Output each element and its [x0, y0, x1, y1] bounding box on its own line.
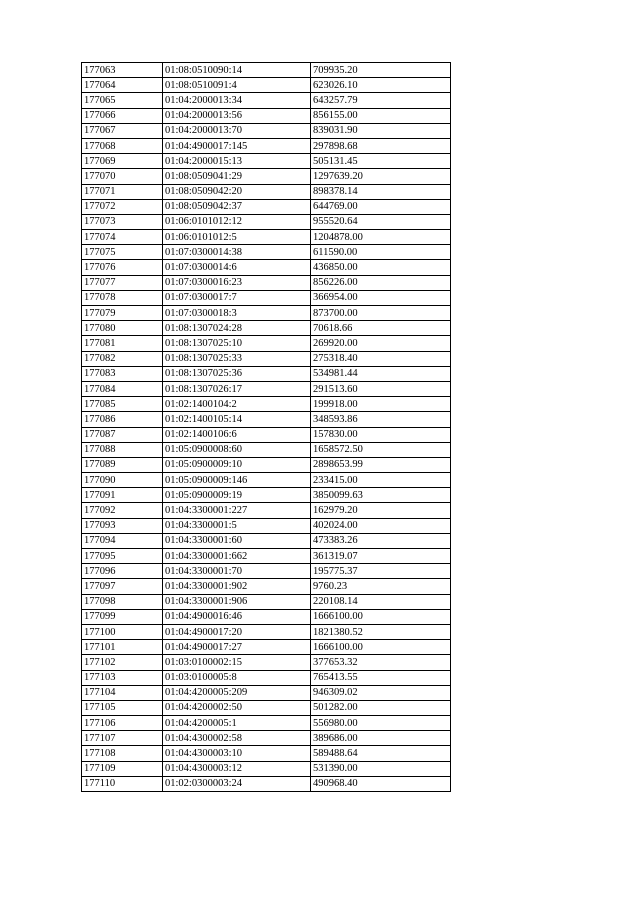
table-row	[82, 138, 451, 153]
row-id-cell: 177099	[82, 609, 163, 624]
table-row	[82, 655, 451, 670]
value-cell: 162979.20	[311, 503, 451, 518]
value-cell: 220108.14	[311, 594, 451, 609]
table-row	[82, 731, 451, 746]
table-body	[82, 63, 451, 792]
row-id-cell: 177087	[82, 427, 163, 442]
table-row	[82, 154, 451, 169]
row-id-cell: 177107	[82, 731, 163, 746]
row-id-cell: 177098	[82, 594, 163, 609]
cadastral-number-cell: 01:02:1400106:6	[163, 427, 311, 442]
table-row	[82, 503, 451, 518]
table-row	[82, 488, 451, 503]
row-id-cell: 177066	[82, 108, 163, 123]
value-cell: 946309.02	[311, 685, 451, 700]
value-cell: 839031.90	[311, 123, 451, 138]
row-id-cell: 177078	[82, 290, 163, 305]
row-id-cell: 177097	[82, 579, 163, 594]
cadastral-number-cell: 01:02:0300003:24	[163, 776, 311, 791]
table-row	[82, 624, 451, 639]
data-table	[81, 62, 451, 792]
table-row	[82, 579, 451, 594]
value-cell: 361319.07	[311, 549, 451, 564]
table-row	[82, 609, 451, 624]
cadastral-number-cell: 01:02:1400105:14	[163, 412, 311, 427]
value-cell: 195775.37	[311, 564, 451, 579]
table-row	[82, 184, 451, 199]
cadastral-number-cell: 01:08:0509042:20	[163, 184, 311, 199]
value-cell: 873700.00	[311, 306, 451, 321]
row-id-cell: 177093	[82, 518, 163, 533]
value-cell: 955520.64	[311, 214, 451, 229]
table-row	[82, 700, 451, 715]
cadastral-number-cell: 01:04:4200005:209	[163, 685, 311, 700]
table-row	[82, 366, 451, 381]
cadastral-number-cell: 01:04:4200005:1	[163, 716, 311, 731]
row-id-cell: 177071	[82, 184, 163, 199]
cadastral-number-cell: 01:04:4900016:46	[163, 609, 311, 624]
value-cell: 501282.00	[311, 700, 451, 715]
cadastral-number-cell: 01:04:4300003:10	[163, 746, 311, 761]
value-cell: 473383.26	[311, 533, 451, 548]
cadastral-number-cell: 01:03:0100002:15	[163, 655, 311, 670]
value-cell: 856155.00	[311, 108, 451, 123]
table-row	[82, 564, 451, 579]
value-cell: 157830.00	[311, 427, 451, 442]
cadastral-number-cell: 01:04:4900017:20	[163, 624, 311, 639]
value-cell: 2898653.99	[311, 457, 451, 472]
cadastral-number-cell: 01:04:2000015:13	[163, 154, 311, 169]
table-row	[82, 351, 451, 366]
value-cell: 623026.10	[311, 78, 451, 93]
cadastral-number-cell: 01:04:2000013:34	[163, 93, 311, 108]
row-id-cell: 177063	[82, 63, 163, 78]
row-id-cell: 177091	[82, 488, 163, 503]
row-id-cell: 177073	[82, 214, 163, 229]
value-cell: 436850.00	[311, 260, 451, 275]
value-cell: 709935.20	[311, 63, 451, 78]
value-cell: 3850099.63	[311, 488, 451, 503]
value-cell: 1666100.00	[311, 640, 451, 655]
table-row	[82, 457, 451, 472]
table-row	[82, 412, 451, 427]
row-id-cell: 177105	[82, 700, 163, 715]
value-cell: 297898.68	[311, 138, 451, 153]
table-row	[82, 245, 451, 260]
table-row	[82, 321, 451, 336]
cadastral-number-cell: 01:08:1307025:10	[163, 336, 311, 351]
table-row	[82, 640, 451, 655]
row-id-cell: 177083	[82, 366, 163, 381]
cadastral-number-cell: 01:06:0101012:12	[163, 214, 311, 229]
row-id-cell: 177082	[82, 351, 163, 366]
cadastral-number-cell: 01:04:3300001:906	[163, 594, 311, 609]
cadastral-number-cell: 01:05:0900008:60	[163, 442, 311, 457]
cadastral-number-cell: 01:04:3300001:5	[163, 518, 311, 533]
table-row	[82, 275, 451, 290]
table-row	[82, 93, 451, 108]
table-row	[82, 123, 451, 138]
table-row	[82, 230, 451, 245]
cadastral-number-cell: 01:08:0509042:37	[163, 199, 311, 214]
value-cell: 898378.14	[311, 184, 451, 199]
value-cell: 534981.44	[311, 366, 451, 381]
cadastral-number-cell: 01:05:0900009:10	[163, 457, 311, 472]
table-row	[82, 685, 451, 700]
value-cell: 366954.00	[311, 290, 451, 305]
cadastral-number-cell: 01:04:2000013:70	[163, 123, 311, 138]
value-cell: 377653.32	[311, 655, 451, 670]
table-row	[82, 761, 451, 776]
value-cell: 643257.79	[311, 93, 451, 108]
value-cell: 1204878.00	[311, 230, 451, 245]
row-id-cell: 177072	[82, 199, 163, 214]
row-id-cell: 177077	[82, 275, 163, 290]
cadastral-number-cell: 01:07:0300018:3	[163, 306, 311, 321]
row-id-cell: 177076	[82, 260, 163, 275]
table-row	[82, 63, 451, 78]
row-id-cell: 177064	[82, 78, 163, 93]
table-row	[82, 533, 451, 548]
table-row	[82, 716, 451, 731]
cadastral-number-cell: 01:04:3300001:227	[163, 503, 311, 518]
cadastral-number-cell: 01:04:3300001:662	[163, 549, 311, 564]
value-cell: 348593.86	[311, 412, 451, 427]
table-row	[82, 549, 451, 564]
table-row	[82, 290, 451, 305]
value-cell: 1658572.50	[311, 442, 451, 457]
cadastral-number-cell: 01:08:0509041:29	[163, 169, 311, 184]
cadastral-number-cell: 01:02:1400104:2	[163, 397, 311, 412]
value-cell: 765413.55	[311, 670, 451, 685]
cadastral-number-cell: 01:08:0510091:4	[163, 78, 311, 93]
table-row	[82, 670, 451, 685]
value-cell: 70618.66	[311, 321, 451, 336]
cadastral-number-cell: 01:03:0100005:8	[163, 670, 311, 685]
cadastral-number-cell: 01:04:4200002:50	[163, 700, 311, 715]
value-cell: 9760.23	[311, 579, 451, 594]
value-cell: 389686.00	[311, 731, 451, 746]
cadastral-number-cell: 01:08:1307025:36	[163, 366, 311, 381]
table-row	[82, 381, 451, 396]
row-id-cell: 177068	[82, 138, 163, 153]
row-id-cell: 177086	[82, 412, 163, 427]
cadastral-number-cell: 01:08:1307025:33	[163, 351, 311, 366]
cadastral-number-cell: 01:07:0300017:7	[163, 290, 311, 305]
table-row	[82, 169, 451, 184]
cadastral-number-cell: 01:05:0900009:146	[163, 473, 311, 488]
row-id-cell: 177074	[82, 230, 163, 245]
table-row	[82, 306, 451, 321]
cadastral-number-cell: 01:04:4900017:27	[163, 640, 311, 655]
table-row	[82, 214, 451, 229]
cadastral-number-cell: 01:04:3300001:60	[163, 533, 311, 548]
row-id-cell: 177065	[82, 93, 163, 108]
cadastral-number-cell: 01:04:3300001:70	[163, 564, 311, 579]
row-id-cell: 177102	[82, 655, 163, 670]
cadastral-number-cell: 01:04:4300003:12	[163, 761, 311, 776]
cadastral-number-cell: 01:04:4900017:145	[163, 138, 311, 153]
table-row	[82, 473, 451, 488]
table-row	[82, 442, 451, 457]
row-id-cell: 177095	[82, 549, 163, 564]
cadastral-number-cell: 01:06:0101012:5	[163, 230, 311, 245]
value-cell: 1821380.52	[311, 624, 451, 639]
row-id-cell: 177089	[82, 457, 163, 472]
row-id-cell: 177100	[82, 624, 163, 639]
row-id-cell: 177084	[82, 381, 163, 396]
cadastral-number-cell: 01:04:2000013:56	[163, 108, 311, 123]
value-cell: 291513.60	[311, 381, 451, 396]
table-row	[82, 260, 451, 275]
cadastral-number-cell: 01:07:0300014:38	[163, 245, 311, 260]
row-id-cell: 177096	[82, 564, 163, 579]
cadastral-number-cell: 01:07:0300016:23	[163, 275, 311, 290]
cadastral-number-cell: 01:08:1307024:28	[163, 321, 311, 336]
row-id-cell: 177103	[82, 670, 163, 685]
value-cell: 556980.00	[311, 716, 451, 731]
value-cell: 856226.00	[311, 275, 451, 290]
row-id-cell: 177106	[82, 716, 163, 731]
value-cell: 402024.00	[311, 518, 451, 533]
cadastral-number-cell: 01:08:1307026:17	[163, 381, 311, 396]
row-id-cell: 177104	[82, 685, 163, 700]
value-cell: 275318.40	[311, 351, 451, 366]
row-id-cell: 177080	[82, 321, 163, 336]
value-cell: 269920.00	[311, 336, 451, 351]
value-cell: 505131.45	[311, 154, 451, 169]
row-id-cell: 177094	[82, 533, 163, 548]
table-row	[82, 746, 451, 761]
value-cell: 611590.00	[311, 245, 451, 260]
value-cell: 199918.00	[311, 397, 451, 412]
value-cell: 531390.00	[311, 761, 451, 776]
table-row	[82, 199, 451, 214]
row-id-cell: 177085	[82, 397, 163, 412]
row-id-cell: 177075	[82, 245, 163, 260]
row-id-cell: 177110	[82, 776, 163, 791]
value-cell: 644769.00	[311, 199, 451, 214]
value-cell: 589488.64	[311, 746, 451, 761]
table-row	[82, 336, 451, 351]
value-cell: 1666100.00	[311, 609, 451, 624]
value-cell: 490968.40	[311, 776, 451, 791]
row-id-cell: 177079	[82, 306, 163, 321]
row-id-cell: 177092	[82, 503, 163, 518]
value-cell: 233415.00	[311, 473, 451, 488]
cadastral-number-cell: 01:04:3300001:902	[163, 579, 311, 594]
row-id-cell: 177088	[82, 442, 163, 457]
cadastral-number-cell: 01:07:0300014:6	[163, 260, 311, 275]
cadastral-number-cell: 01:04:4300002:58	[163, 731, 311, 746]
row-id-cell: 177070	[82, 169, 163, 184]
row-id-cell: 177090	[82, 473, 163, 488]
table-row	[82, 427, 451, 442]
row-id-cell: 177108	[82, 746, 163, 761]
table-row	[82, 78, 451, 93]
row-id-cell: 177101	[82, 640, 163, 655]
row-id-cell: 177081	[82, 336, 163, 351]
row-id-cell: 177069	[82, 154, 163, 169]
row-id-cell: 177109	[82, 761, 163, 776]
value-cell: 1297639.20	[311, 169, 451, 184]
table-row	[82, 397, 451, 412]
cadastral-number-cell: 01:05:0900009:19	[163, 488, 311, 503]
table-row	[82, 594, 451, 609]
table-row	[82, 776, 451, 791]
cadastral-number-cell: 01:08:0510090:14	[163, 63, 311, 78]
table-row	[82, 518, 451, 533]
row-id-cell: 177067	[82, 123, 163, 138]
table-row	[82, 108, 451, 123]
